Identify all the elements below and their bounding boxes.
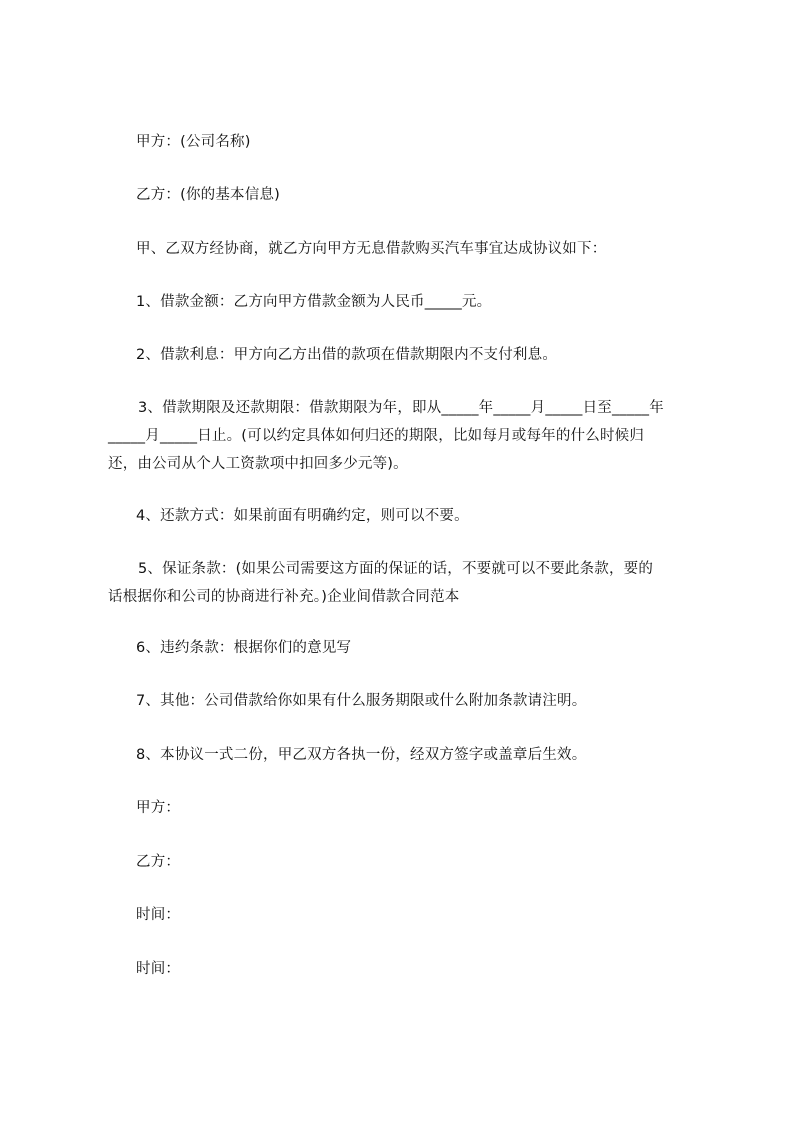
clause-3-line-1: 3、借款期限及还款期限：借款期限为年，即从_____年_____月_____日至_____年 xyxy=(138,400,664,416)
clause-3-line-3: 还，由公司从个人工资款项中扣回多少元等)。 xyxy=(108,456,408,472)
clause-6-breach: 6、违约条款：根据你们的意见写 xyxy=(136,640,352,656)
signature-party-b: 乙方： xyxy=(136,854,181,870)
clause-1-loan-amount: 1、借款金额：乙方向甲方借款金额为人民币_____元。 xyxy=(136,294,492,310)
clause-7-other: 7、其他：公司借款给你如果有什么服务期限或什么附加条款请注明。 xyxy=(136,693,587,709)
agreement-intro: 甲、乙双方经协商，就乙方向甲方无息借款购买汽车事宜达成协议如下： xyxy=(136,241,607,257)
clause-8-effect: 8、本协议一式二份，甲乙双方各执一份，经双方签字或盖章后生效。 xyxy=(136,747,587,763)
party-b-header: 乙方：(你的基本信息) xyxy=(136,187,281,203)
signature-time-2: 时间： xyxy=(136,961,181,977)
clause-3-term xyxy=(108,394,708,478)
party-a-header: 甲方：(公司名称) xyxy=(136,134,251,150)
clause-2-interest: 2、借款利息：甲方向乙方出借的款项在借款期限内不支付利息。 xyxy=(136,347,558,363)
clause-4-repayment: 4、还款方式：如果前面有明确约定，则可以不要。 xyxy=(136,508,469,524)
signature-time-1: 时间： xyxy=(136,907,181,923)
clause-3-line-2: _____月_____日止。(可以约定具体如何归还的期限，比如每月或每年的什么时候归 xyxy=(108,428,645,444)
clause-5-line-1: 5、保证条款：(如果公司需要这方面的保证的话，不要就可以不要此条款，要的 xyxy=(138,561,654,577)
signature-party-a: 甲方： xyxy=(136,800,181,816)
clause-5-guarantee xyxy=(108,555,708,611)
clause-5-line-2: 话根据你和公司的协商进行补充。)企业间借款合同范本 xyxy=(108,589,460,605)
